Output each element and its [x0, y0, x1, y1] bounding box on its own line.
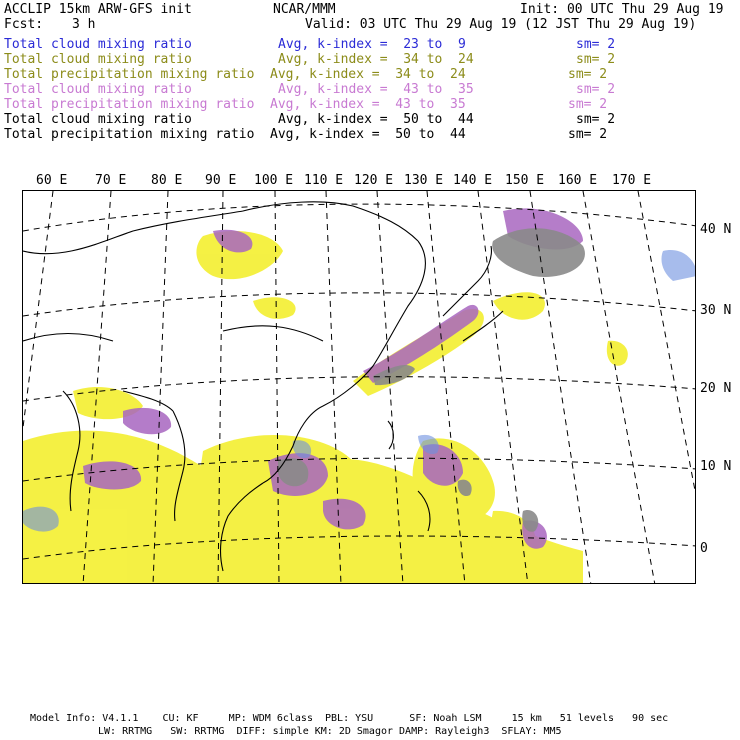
lon-label: 130 E [404, 173, 444, 188]
lon-label: 170 E [612, 173, 652, 188]
lon-label: 80 E [151, 173, 183, 188]
model-title: ACCLIP 15km ARW-GFS init [4, 2, 192, 17]
field-sm: sm= 2 [576, 82, 616, 97]
model-info-line1: Model Info: V4.1.1 CU: KF MP: WDM 6class PBL: YSU SF: Noah LSM 15 km 51 levels 90 sec [30, 713, 669, 724]
org-label: NCAR/MMM [273, 2, 336, 17]
lon-label: 100 E [254, 173, 294, 188]
field-avg: Avg, k-index = 50 to 44 [278, 112, 474, 127]
fcst-label: Fcst: [4, 17, 44, 32]
field-name: Total cloud mixing ratio [4, 52, 192, 67]
field-sm: sm= 2 [568, 67, 608, 82]
field-name: Total precipitation mixing ratio [4, 127, 255, 142]
lon-label: 60 E [36, 173, 68, 188]
map-canvas [23, 191, 696, 584]
init-time: Init: 00 UTC Thu 29 Aug 19 [520, 2, 724, 17]
valid-time: Valid: 03 UTC Thu 29 Aug 19 (12 JST Thu 29 Aug 19) [305, 17, 697, 32]
model-info-line2: LW: RRTMG SW: RRTMG DIFF: simple KM: 2D Smagor DAMP: Rayleigh3 SFLAY: MM5 [98, 726, 562, 737]
field-avg: Avg, k-index = 34 to 24 [278, 52, 474, 67]
lon-label: 140 E [453, 173, 493, 188]
field-sm: sm= 2 [576, 112, 616, 127]
field-avg: Avg, k-index = 43 to 35 [270, 97, 466, 112]
field-name: Total cloud mixing ratio [4, 37, 192, 52]
field-sm: sm= 2 [576, 37, 616, 52]
lon-label: 160 E [558, 173, 598, 188]
fcst-value: 3 h [72, 17, 96, 32]
field-avg: Avg, k-index = 34 to 24 [270, 67, 466, 82]
field-name: Total precipitation mixing ratio [4, 97, 255, 112]
field-avg: Avg, k-index = 43 to 35 [278, 82, 474, 97]
field-sm: sm= 2 [576, 52, 616, 67]
field-name: Total precipitation mixing ratio [4, 67, 255, 82]
field-sm: sm= 2 [568, 97, 608, 112]
lat-label: 40 N [700, 222, 732, 237]
field-avg: Avg, k-index = 23 to 9 [278, 37, 466, 52]
lat-label: 10 N [700, 459, 732, 474]
lon-label: 70 E [95, 173, 127, 188]
lat-label: 30 N [700, 303, 732, 318]
field-avg: Avg, k-index = 50 to 44 [270, 127, 466, 142]
lon-label: 150 E [505, 173, 545, 188]
field-name: Total cloud mixing ratio [4, 82, 192, 97]
field-sm: sm= 2 [568, 127, 608, 142]
map-panel [22, 190, 696, 584]
lon-label: 90 E [205, 173, 237, 188]
field-name: Total cloud mixing ratio [4, 112, 192, 127]
lon-label: 110 E [304, 173, 344, 188]
lon-label: 120 E [354, 173, 394, 188]
lat-label: 0 [700, 541, 708, 556]
lat-label: 20 N [700, 381, 732, 396]
